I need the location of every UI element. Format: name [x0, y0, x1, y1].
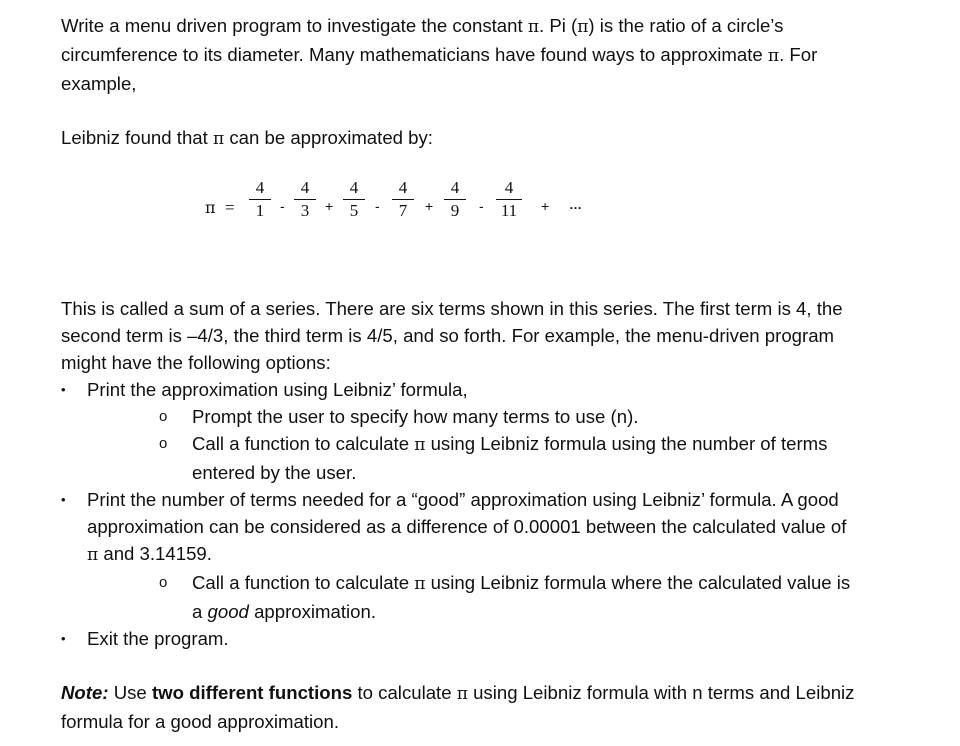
formula-op: + — [541, 198, 550, 214]
note-paragraph: Note: Use two different functions to calculate π using Leibniz formula with n terms and Leibniz formula for a good approximation. — [61, 682, 855, 732]
formula-term: 4 9 — [442, 179, 468, 220]
list-item-option-3: • Exit the program. — [61, 625, 921, 652]
intro-line1: Write a menu driven program to investigate the constant π. Pi (π) is the ratio of a circle’s — [61, 15, 784, 37]
circle-bullet-icon: o — [159, 435, 168, 452]
formula-ellipsis: … — [569, 197, 582, 212]
leibniz-intro: Leibniz found that π can be approximated by: — [61, 127, 433, 149]
formula-op: - — [479, 198, 484, 214]
bullet-icon: • — [61, 382, 66, 397]
list-item-option-1: • Print the approximation using Leibniz’ formula, — [61, 376, 921, 403]
formula-op: - — [375, 198, 380, 214]
formula-term: 4 11 — [494, 179, 524, 220]
intro-line3: example, — [61, 73, 137, 94]
formula-term: 4 5 — [341, 179, 367, 220]
formula-term: 4 7 — [390, 179, 416, 220]
sub-list-item: o Prompt the user to specify how many terms to use (n). — [61, 403, 921, 430]
formula-term: 4 3 — [292, 179, 318, 220]
document-page — [61, 12, 921, 735]
leibniz-formula — [61, 177, 921, 295]
intro-paragraph — [61, 12, 921, 97]
sub-list-item: o Call a function to calculate π using Leibniz formula where the calculated value is a good approximation. — [61, 569, 921, 625]
note-label: Note: — [61, 682, 109, 703]
formula-equals: = — [225, 198, 235, 217]
formula-op: - — [280, 198, 285, 214]
sub-list-item: o Call a function to calculate π using Leibniz formula using the number of terms entered by the user. — [61, 430, 921, 486]
list-item-option-2: • Print the number of terms needed for a “good” approximation using Leibniz’ formula. A good approximation can be considered as a difference of 0.00001 between the calculated value of π and 3.14159. — [61, 486, 921, 569]
formula-op: + — [325, 198, 334, 214]
formula-op: + — [425, 198, 434, 214]
bullet-icon: • — [61, 492, 66, 507]
circle-bullet-icon: o — [159, 574, 168, 591]
formula-pi-symbol: π — [205, 198, 216, 217]
circle-bullet-icon: o — [159, 408, 168, 425]
intro-line2: circumference to its diameter. Many mathematicians have found ways to approximate π. For — [61, 44, 818, 66]
bullet-icon: • — [61, 631, 66, 646]
series-paragraph: This is called a sum of a series. There are six terms shown in this series. The first term is 4, the second term is –4/3, the third term is 4/5, and so forth. For example, the menu-driven program might have the following options: — [61, 298, 843, 373]
formula-term: 4 1 — [247, 179, 273, 220]
